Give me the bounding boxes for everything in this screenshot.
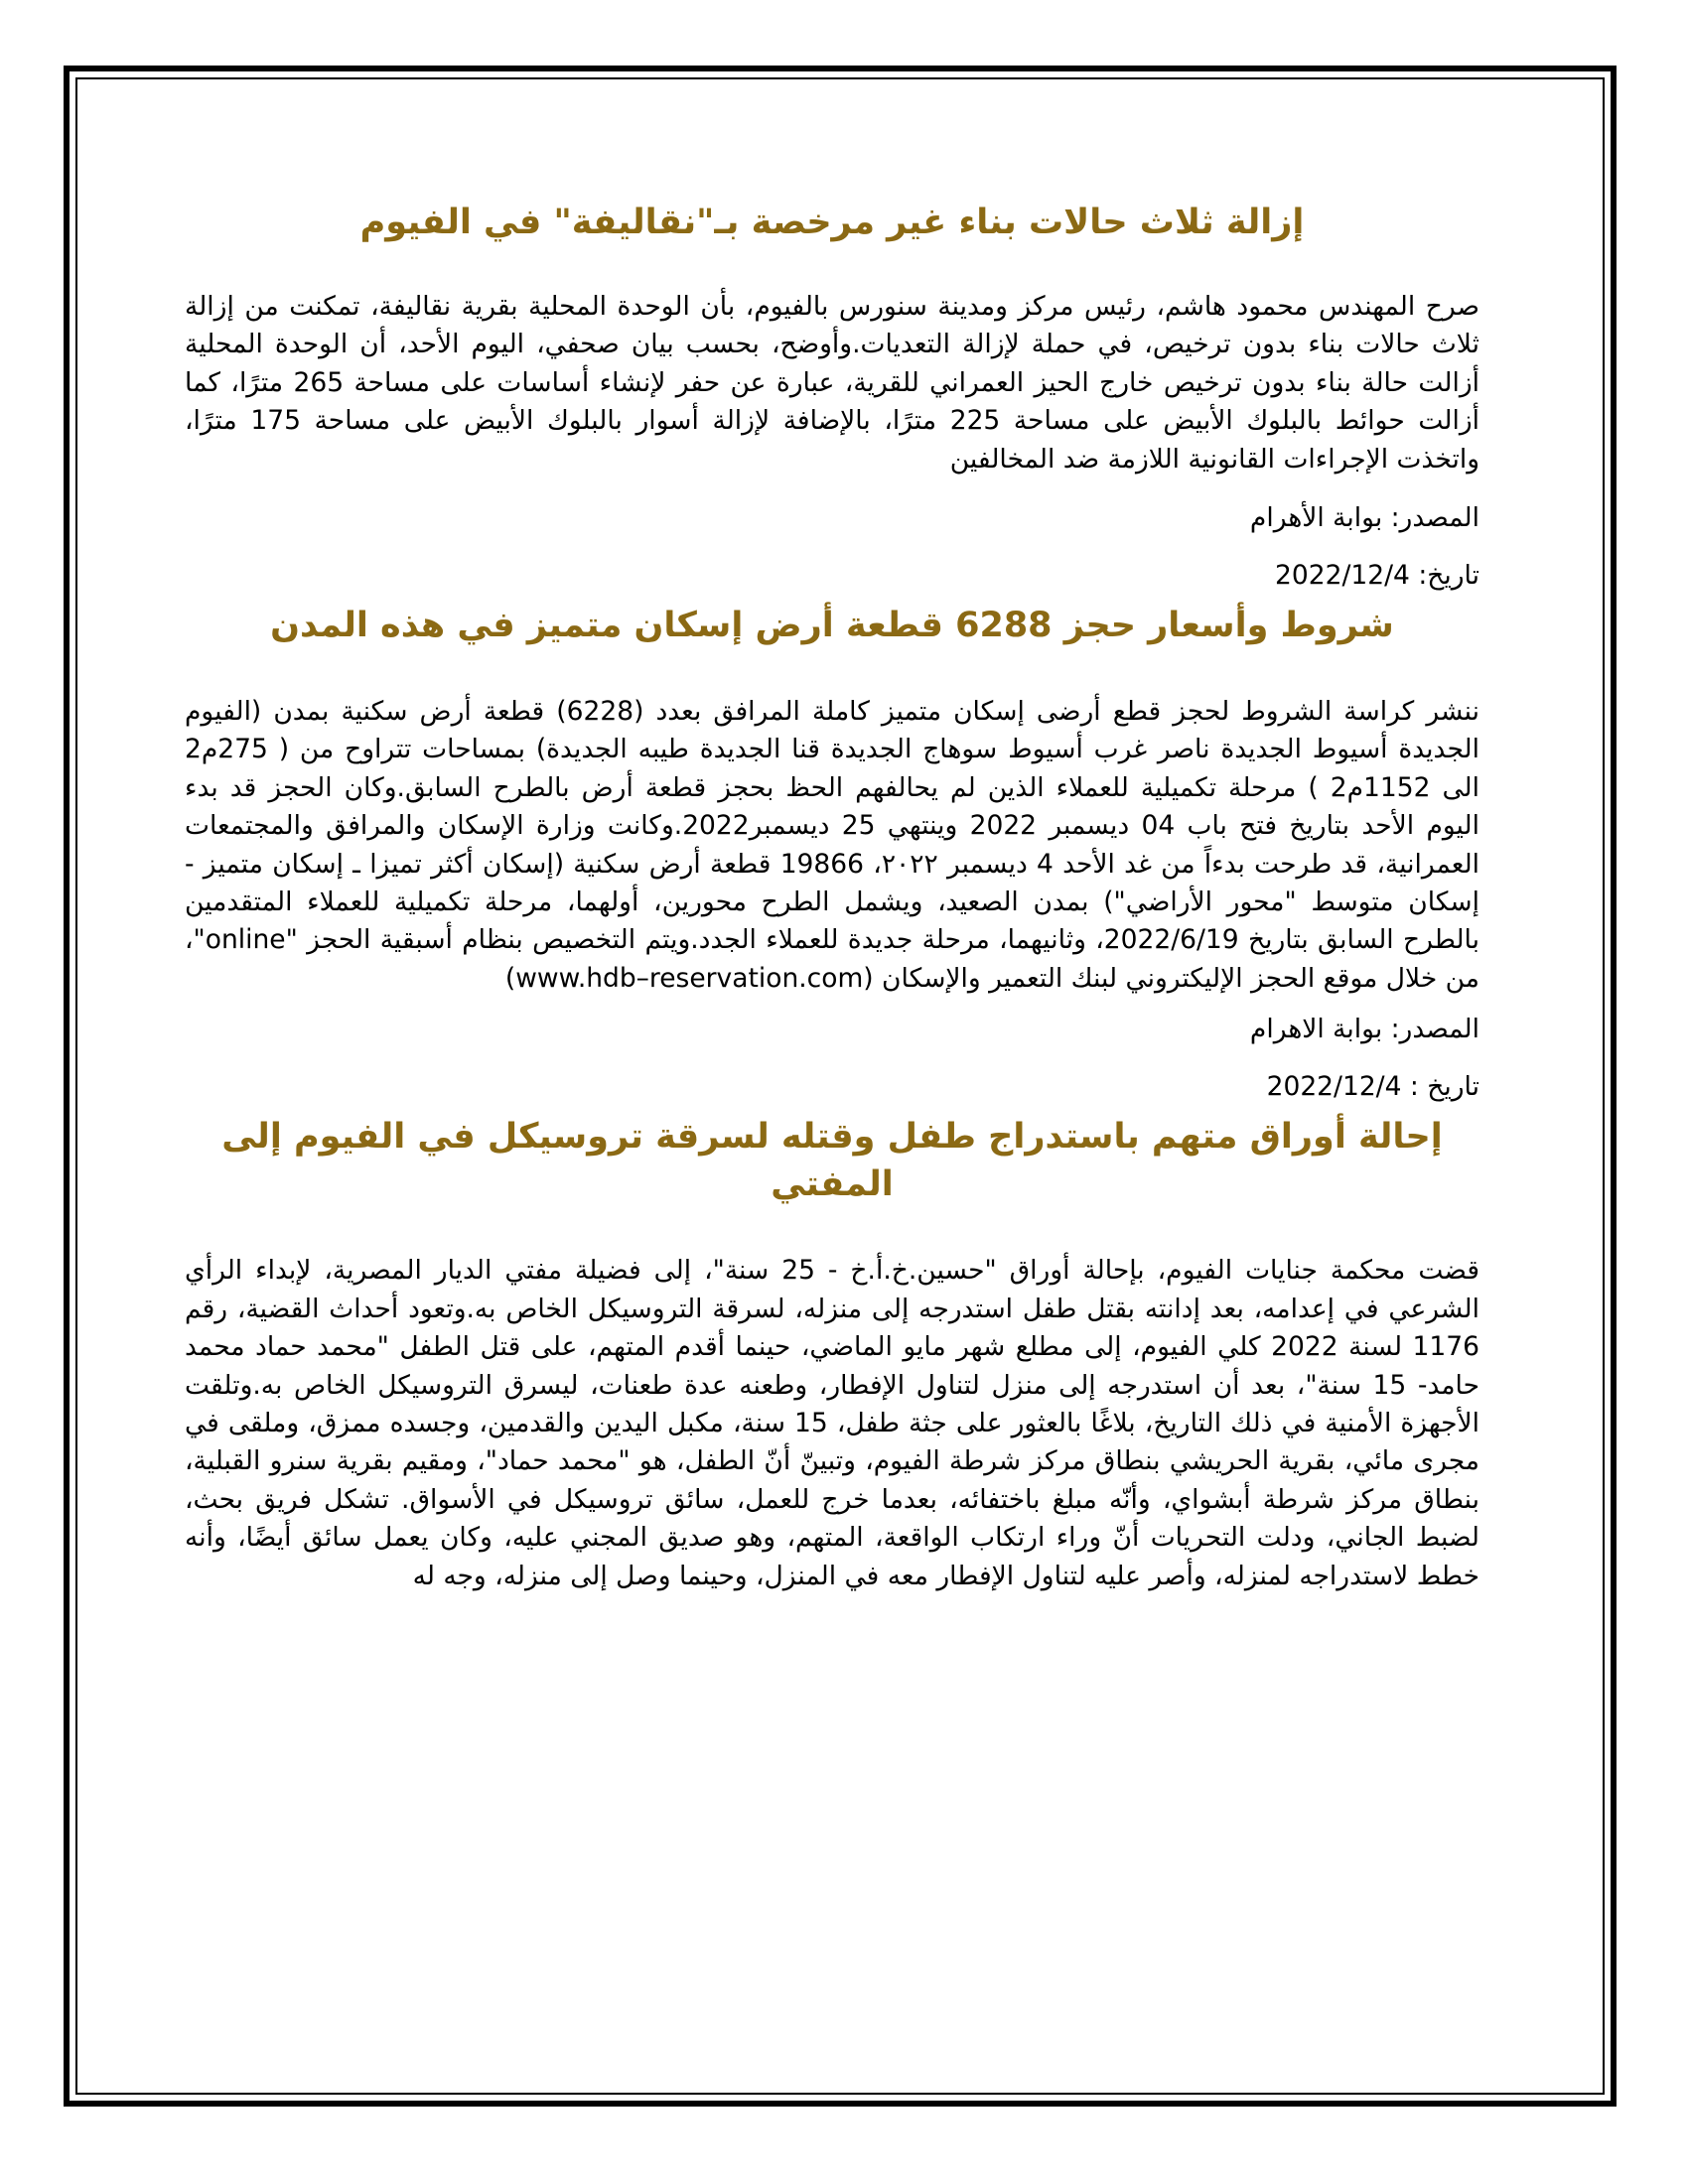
article-3-body: قضت محكمة جنايات الفيوم، بإحالة أوراق "حسين.خ.أ.خ - 25 سنة"، إلى فضيلة مفتي الديار المصرية، لإبداء الرأي الشرعي في إعدامه، بعد إدانته بقتل طفل استدرجه إلى منزله، لسرقة التروسيكل الخاص به.وتعود أحداث القضية، رقم 1176 لسنة 2022 كلي الفيوم، إلى مطلع شهر مايو الماضي، حينما أقدم المتهم، على قتل الطفل "محمد حماد محمد حامد- 15 سنة"، بعد أن استدرجه إلى منزل لتناول الإفطار، وطعنه عدة طعنات، ليسرق التروسيكل الخاص به.وتلقت الأجهزة الأمنية في ذلك التاريخ، بلاغًا بالعثور على جثة طفل، 15 سنة، مكبل اليدين والقدمين، وجسده ممزق، وملقى في مجرى مائي، بقرية الحريشي بنطاق مركز شرطة الفيوم، وتبينّ أنّ الطفل، هو "محمد حماد"، ومقيم بقرية سنرو القبلية، بنطاق مركز شرطة أبشواي، وأنّه مبلغ باختفائه، بعدما خرج للعمل، سائق تروسيكل في الأسواق. تشكل فريق بحث، لضبط الجاني، ودلت التحريات أنّ وراء ارتكاب الواقعة، المتهم، وهو صديق المجني عليه، وكان يعمل سائق أيضًا، وأنه خطط لاستدراجه لمنزله، وأصر عليه لتناول الإفطار معه في المنزل، وحينما وصل إلى منزله، وجه له [185,1255,1480,1591]
article-3-headline: إحالة أوراق متهم باستدراج طفل وقتله لسرقة تروسيكل في الفيوم إلى المفتي [221,1117,1443,1205]
article-1-date: تاريخ: 2022/12/4 [1275,560,1479,592]
article-1-source: المصدر: بوابة الأهرام [1249,502,1479,534]
article-2-body: ننشر كراسة الشروط لحجز قطع أرضى إسكان متميز كاملة المرافق بعدد (6228) قطعة أرض سكنية بمدن (الفيوم الجديدة أسيوط الجديدة ناصر غرب أسيوط سوهاج الجديدة قنا الجديدة طيبه الجديدة) بمساحات تتراوح من ( 275م2 الى 1152م2 ) مرحلة تكميلية للعملاء الذين لم يحالفهم الحظ بحجز قطعة أرض بالطرح السابق.وكان الحجز قد بدء اليوم الأحد بتاريخ فتح باب 04 ديسمبر 2022 وينتهي 25 ديسمبر2022.وكانت وزارة الإسكان والمرافق والمجتمعات العمرانية، قد طرحت بدءاً من غد الأحد 4 ديسمبر ٢٠٢٢، 19866 قطعة أرض سكنية (إسكان أكثر تميزا ـ إسكان متميز - إسكان متوسط "محور الأراضي") بمدن الصعيد، ويشمل الطرح محورين، أولهما، مرحلة تكميلية للعملاء المتقدمين بالطرح السابق بتاريخ 2022/6/19، وثانيهما، مرحلة جديدة للعملاء الجدد.ويتم التخصيص بنظام أسبقية الحجز "online"، من خلال موقع الحجز الإليكتروني لبنك التعمير والإسكان (www.hdb–reservation.com) [185,696,1480,994]
document-body [185,199,1479,1595]
article-1-body: صرح المهندس محمود هاشم، رئيس مركز ومدينة سنورس بالفيوم، بأن الوحدة المحلية بقرية نقاليفة، تمكنت من إزالة ثلاث حالات بناء بدون ترخيص، في حملة لإزالة التعديات.وأوضح، بحسب بيان صحفي، اليوم الأحد، أن الوحدة المحلية أزالت حالة بناء بدون ترخيص خارج الحيز العمراني للقرية، عبارة عن حفر لإنشاء أساسات على مساحة 265 مترًا، كما أزالت حوائط بالبلوك الأبيض على مساحة 225 مترًا، بالإضافة لإزالة أسوار بالبلوك الأبيض على مساحة 175 مترًا، واتخذت الإجراءات القانونية اللازمة ضد المخالفين [185,291,1479,475]
article-2-date: تاريخ : 2022/12/4 [1266,1071,1479,1103]
article-2-headline: شروط وأسعار حجز 6288 قطعة أرض إسكان متميز في هذه المدن [270,606,1394,646]
article-2-source: المصدر: بوابة الاهرام [1249,1014,1479,1045]
article-1-headline: إزالة ثلاث حالات بناء غير مرخصة بـ"نقاليفة" في الفيوم [359,203,1305,242]
